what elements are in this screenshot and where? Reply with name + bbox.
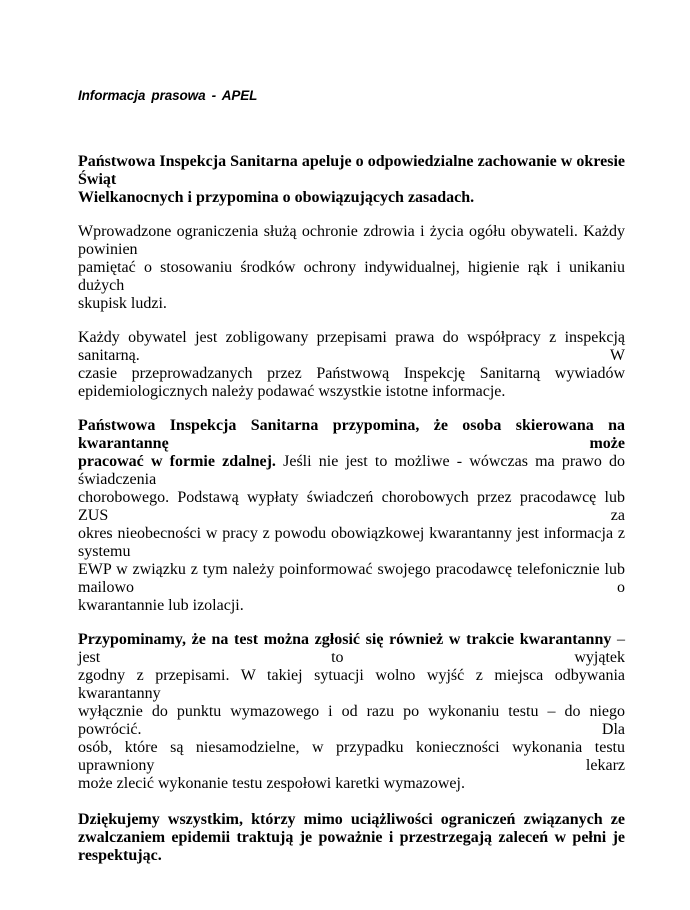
text-line (78, 383, 625, 401)
text-line (78, 223, 625, 259)
text-run: EWP w związku z tym należy poinformować swojego pracodawcę telefonicznie lub mailowo o (78, 561, 625, 596)
text-line (78, 189, 625, 207)
text-line (78, 329, 625, 365)
text-run: Każdy obywatel jest zobligowany przepisami prawa do współpracy z inspekcją sanitarną. W (78, 329, 625, 364)
text-line (78, 153, 625, 189)
text-line (78, 561, 625, 597)
text-run: chorobowego. Podstawą wypłaty świadczeń chorobowych przez pracodawcę lub ZUS za (78, 489, 625, 524)
text-line (78, 365, 625, 383)
text-run-bold: respektując. (78, 847, 162, 864)
text-line (78, 417, 625, 453)
text-run: kwarantannie lub izolacji. (78, 597, 244, 614)
text-run: wyłącznie do punktu wymazowego i od razu po wykonaniu testu – do niego powrócić. Dla (78, 703, 625, 738)
text-run: epidemiologicznych należy podawać wszystkie istotne informacje. (78, 383, 506, 400)
text-run-bold: Dziękujemy wszystkim, którzy mimo uciążliwości ograniczeń związanych ze (78, 811, 625, 828)
text-run: skupisk ludzi. (78, 295, 167, 312)
document-page (0, 88, 690, 910)
text-line (78, 597, 625, 615)
text-run: – jest to wyjątek (78, 631, 625, 666)
text-line (78, 489, 625, 525)
text-run: pamiętać o stosowaniu środków ochrony indywidualnej, higienie rąk i unikaniu dużych (78, 259, 625, 294)
text-run: osób, które są niesamodzielne, w przypadku konieczności wykonania testu uprawniony lekarz (78, 739, 625, 774)
text-run-bold: Wielkanocnych i przypomina o obowiązujących zasadach. (78, 189, 475, 206)
text-run: może zlecić wykonanie testu zespołowi karetki wymazowej. (78, 775, 465, 792)
text-run-bold: zwalczaniem epidemii traktują je poważnie i przestrzegają zaleceń w pełni je (78, 829, 625, 846)
text-run: Wprowadzone ograniczenia służą ochronie zdrowia i życia ogółu obywateli. Każdy powinien (78, 223, 625, 258)
text-run: czasie przeprowadzanych przez Państwową Inspekcję Sanitarną wywiadów (78, 365, 625, 382)
text-line (78, 703, 625, 739)
text-run: zgodny z przepisami. W takiej sytuacji wolno wyjść z miejsca odbywania kwarantanny (78, 667, 625, 702)
text-run: okres nieobecności w pracy z powodu obowiązkowej kwarantanny jest informacja z systemu (78, 525, 625, 560)
text-line (78, 829, 625, 847)
text-line (78, 667, 625, 703)
text-run-bold: Państwowa Inspekcja Sanitarna przypomina, że osoba skierowana na kwarantannę może (78, 417, 625, 452)
text-run: Jeśli nie jest to możliwe - wówczas ma prawo do świadczenia (78, 453, 626, 488)
text-line (78, 525, 625, 561)
text-line (78, 453, 625, 489)
text-line (78, 295, 625, 313)
text-run-bold: pracować w formie zdalnej. (78, 453, 284, 470)
text-run-bold: Przypominamy, że na test można zgłosić się również w trakcie kwarantanny (78, 631, 617, 648)
text-line (78, 847, 625, 865)
text-line (78, 631, 625, 667)
text-line (78, 811, 625, 829)
text-line (78, 739, 625, 775)
text-run-bold: Państwowa Inspekcja Sanitarna apeluje o odpowiedzialne zachowanie w okresie Świąt (78, 153, 625, 188)
text-line (78, 775, 625, 793)
document-title: Informacja prasowa - APEL (78, 88, 258, 103)
text-line (78, 259, 625, 295)
